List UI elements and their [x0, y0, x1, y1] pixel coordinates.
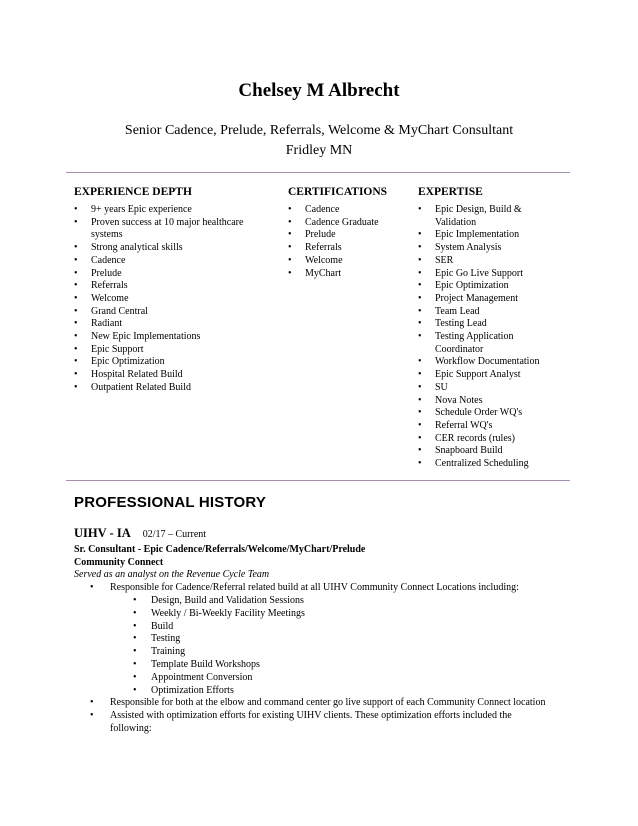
list-item: • Cadence Graduate	[288, 217, 398, 230]
list-item: • Referrals	[288, 242, 398, 255]
list-item: • Epic Implementation	[418, 229, 550, 242]
list-item: • Optimization Efforts	[74, 685, 554, 698]
job-title: Senior Cadence, Prelude, Referrals, Welcome & MyChart Consultant	[124, 123, 514, 138]
list-item: • Welcome	[288, 255, 398, 268]
list-item: • SER	[418, 255, 550, 268]
job-dates: 02/17 – Current	[142, 529, 207, 540]
list-item: • Epic Optimization	[418, 280, 550, 293]
expertise-list	[418, 204, 550, 471]
list-item: • Referrals	[74, 280, 270, 293]
list-item: • Prelude	[74, 268, 270, 281]
list-item: • Radiant	[74, 318, 270, 331]
list-item: • Testing Application Coordinator	[418, 331, 550, 356]
certifications-heading: CERTIFICATIONS	[288, 186, 388, 198]
header-subtitle	[0, 121, 638, 161]
list-item: • Weekly / Bi-Weekly Facility Meetings	[74, 608, 554, 621]
list-item: • Testing	[74, 633, 554, 646]
list-item: • Prelude	[288, 229, 398, 242]
list-item: • Build	[74, 621, 554, 634]
expertise-heading: EXPERTISE	[418, 186, 483, 198]
sub-responsibility-list	[74, 595, 554, 697]
list-item: • Welcome	[74, 293, 270, 306]
job-team: Served as an analyst on the Revenue Cycle Team	[74, 569, 270, 581]
list-item: • CER records (rules)	[418, 433, 550, 446]
experience-heading: EXPERIENCE DEPTH	[74, 186, 192, 198]
responsibility-item	[74, 582, 554, 697]
divider-bottom	[66, 480, 570, 481]
list-item: • Template Build Workshops	[74, 659, 554, 672]
job-entry	[74, 527, 554, 736]
list-item: • New Epic Implementations	[74, 331, 270, 344]
history-heading: PROFESSIONAL HISTORY	[74, 494, 267, 511]
list-item: • Team Lead	[418, 306, 550, 319]
list-item: • Training	[74, 646, 554, 659]
list-item: • Appointment Conversion	[74, 672, 554, 685]
list-item: • Workflow Documentation	[418, 356, 550, 369]
list-item: • Cadence	[288, 204, 398, 217]
job-role: Sr. Consultant - Epic Cadence/Referrals/Welcome/MyChart/Prelude	[74, 543, 366, 555]
list-item: • Epic Support Analyst	[418, 369, 550, 382]
list-item: • Epic Go Live Support	[418, 268, 550, 281]
job-project: Community Connect	[74, 556, 164, 568]
list-item: • Grand Central	[74, 306, 270, 319]
list-item: • Centralized Scheduling	[418, 458, 550, 471]
list-item: • SU	[418, 382, 550, 395]
candidate-name: Chelsey M Albrecht	[238, 80, 400, 101]
list-item: • Design, Build and Validation Sessions	[74, 595, 554, 608]
job-responsibilities	[74, 582, 554, 736]
list-item: • Testing Lead	[418, 318, 550, 331]
responsibility-text: Responsible for Cadence/Referral related build at all UIHV Community Connect Locations including:	[110, 582, 519, 594]
list-item: • MyChart	[288, 268, 398, 281]
responsibility-item: • Assisted with optimization efforts for existing UIHV clients. These optimization efforts included the following:	[74, 710, 554, 736]
list-item: • Cadence	[74, 255, 270, 268]
list-item: • Proven success at 10 major healthcare systems	[74, 217, 270, 242]
divider-top	[66, 172, 570, 173]
employer: UIHV - IA	[74, 526, 131, 540]
list-item: • Outpatient Related Build	[74, 382, 270, 395]
responsibility-item: • Responsible for both at the elbow and command center go live support of each Community Connect location	[74, 697, 554, 710]
list-item: • Schedule Order WQ's	[418, 407, 550, 420]
list-item: • Project Management	[418, 293, 550, 306]
experience-list	[74, 204, 270, 395]
certifications-list	[288, 204, 398, 280]
list-item: • Referral WQ's	[418, 420, 550, 433]
expertise-section	[418, 185, 550, 471]
list-item: • Snapboard Build	[418, 445, 550, 458]
list-item: • System Analysis	[418, 242, 550, 255]
experience-section	[74, 185, 270, 395]
list-item: • 9+ years Epic experience	[74, 204, 270, 217]
list-item: • Hospital Related Build	[74, 369, 270, 382]
list-item: • Epic Optimization	[74, 356, 270, 369]
list-item: • Strong analytical skills	[74, 242, 270, 255]
job-header	[74, 527, 554, 542]
list-item: • Nova Notes	[418, 395, 550, 408]
list-item: • Epic Design, Build & Validation	[418, 204, 550, 229]
location: Fridley MN	[285, 143, 353, 158]
list-item: • Epic Support	[74, 344, 270, 357]
certifications-section	[288, 185, 398, 280]
